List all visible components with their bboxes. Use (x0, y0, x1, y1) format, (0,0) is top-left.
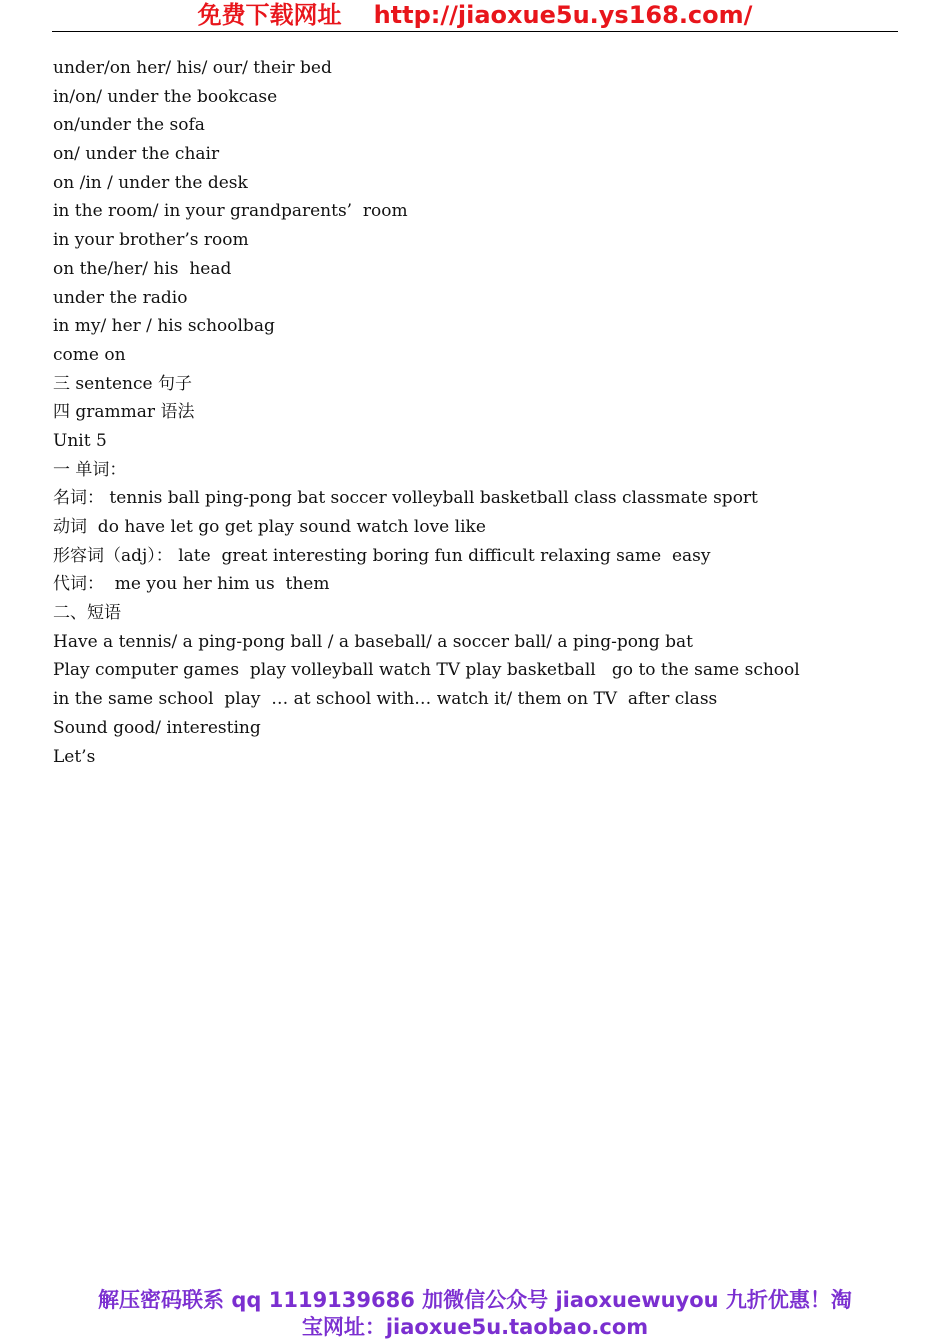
text-line: 动词 do have let go get play sound watch love like (53, 517, 486, 537)
text-line: in your brother’s room (53, 230, 249, 251)
text-line: in the same school play … at school with… watch it/ them on TV after class (53, 689, 718, 710)
text-line: Have a tennis/ a ping-pong ball / a baseball/ a soccer ball/ a ping-pong bat (53, 631, 694, 652)
text-line: in the room/ in your grandparents’ room (53, 201, 408, 222)
text-line: Let’s (53, 746, 96, 767)
page-footer (0, 1287, 950, 1341)
section-heading: 二、短语 (53, 603, 121, 624)
text-line: Sound good/ interesting (53, 717, 261, 738)
footer-line-1: 解压密码联系 qq 1119139686 加微信公众号 jiaoxuewuyou 九折优惠！淘 (98, 1288, 852, 1312)
page-header (52, 0, 898, 32)
section-heading: 三 sentence 句子 (53, 373, 192, 394)
unit-heading: Unit 5 (53, 430, 107, 451)
text-line: 名词： tennis ball ping-pong bat soccer volleyball basketball class classmate sport (53, 488, 758, 509)
text-line: 代词： me you her him us them (53, 574, 330, 595)
text-line: in my/ her / his schoolbag (53, 316, 275, 337)
text-line: on/under the sofa (53, 115, 205, 136)
header-label: 免费下载网址 (197, 1, 342, 29)
text-line: on/ under the chair (53, 144, 220, 165)
header-url-link[interactable]: http://jiaoxue5u.ys168.com/ (373, 1, 753, 29)
text-line: Play computer games play volleyball watch TV play basketball go to the same school (53, 660, 800, 681)
text-line: on /in / under the desk (53, 172, 248, 193)
text-line: in/on/ under the bookcase (53, 86, 278, 107)
document-body (53, 54, 913, 771)
text-line: under/on her/ his/ our/ their bed (53, 58, 332, 78)
text-line: come on (53, 344, 126, 365)
text-line: under the radio (53, 287, 188, 308)
section-heading: 一 单词： (53, 459, 127, 480)
footer-line-2: 宝网址：jiaoxue5u.taobao.com (301, 1315, 649, 1339)
section-heading: 四 grammar 语法 (53, 402, 195, 423)
text-line: 形容词（adj）： late great interesting boring fun difficult relaxing same easy (53, 545, 711, 566)
text-line: on the/her/ his head (53, 258, 232, 279)
